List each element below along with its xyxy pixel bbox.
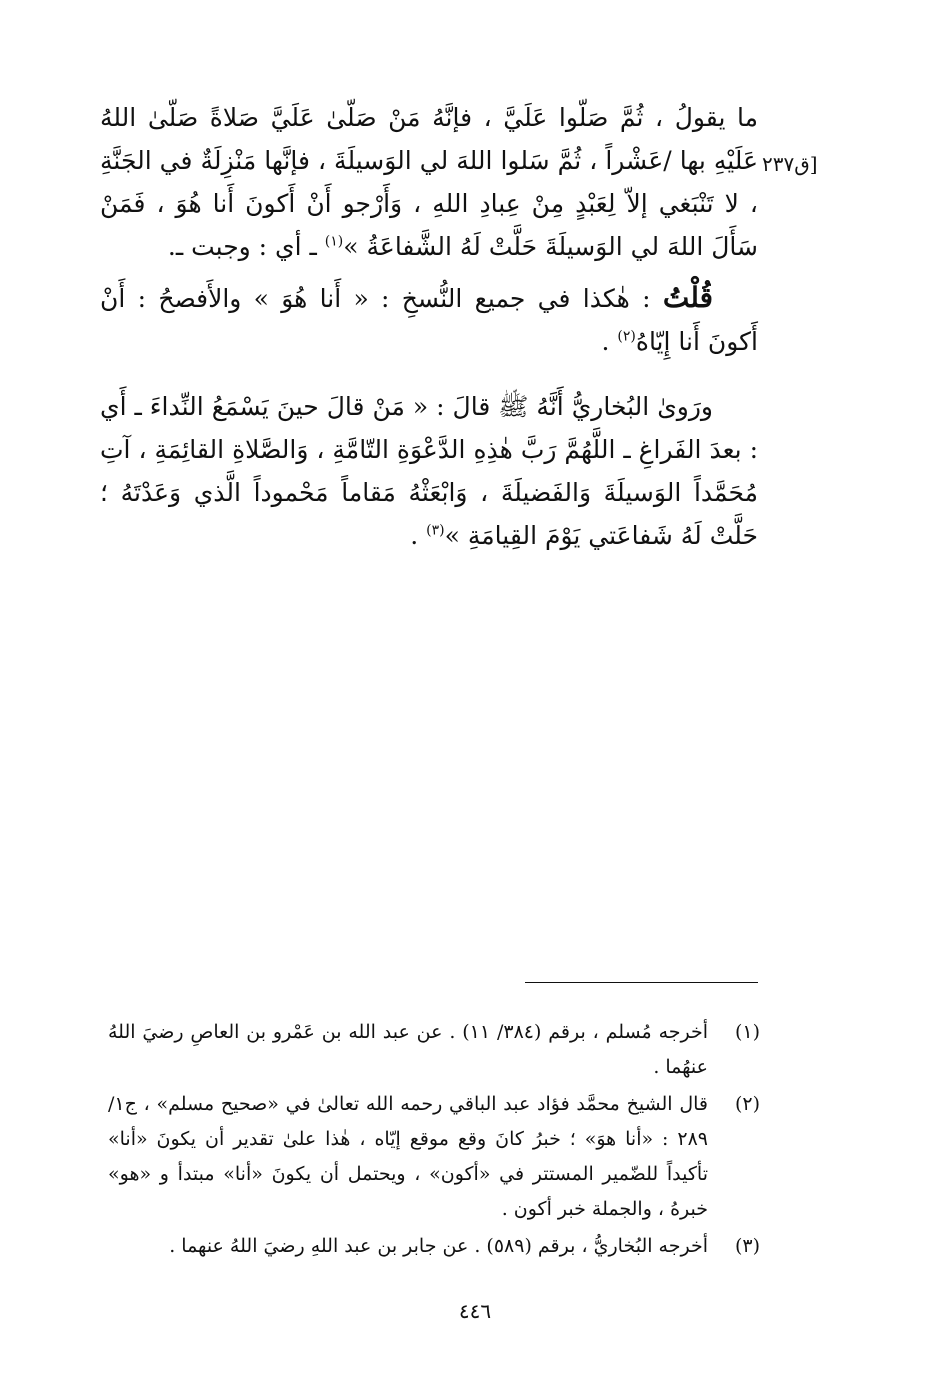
footnote-separator xyxy=(525,982,758,983)
footnote-number: (٢) xyxy=(734,1093,760,1115)
paragraph-hadith-wasila xyxy=(100,96,758,268)
paragraph-note xyxy=(100,276,758,363)
main-text-body xyxy=(100,96,758,557)
manuscript-folio-reference: [ق٢٣٧ xyxy=(762,152,818,176)
footnote-text: أخرجه مُسلم ، برقم (٣٨٤/ ١١) . عن عبد الله بن عَمْرو بن العاصِ رضيَ اللهُ عنهُما . xyxy=(108,1021,709,1078)
footnote-item xyxy=(108,1087,760,1227)
paragraph-bukhari-hadith xyxy=(100,385,758,557)
paragraph-text: : هٰكذا في جميع النُّسخِ : « أَنا هُوَ » والأَفصحُ : أَنْ أَكونَ أَنا إِيّاهُ xyxy=(100,284,758,356)
paragraph-text: ما يقولُ ، ثُمَّ صَلّوا عَلَيَّ ، فإنَّهُ مَنْ صَلّىٰ عَلَيَّ صَلاةً صَلّىٰ اللهُ عَلَيْهِ بها /عَشْراً ، ثُمَّ سَلوا اللهَ لي الوَسيلَةَ ، فإنَّها مَنْزِلَةٌ في الجَنَّةِ ، لا تَنْبَغي إلاّ لِعَبْدٍ مِنْ عِبادِ اللهِ ، وَأَرْجو أَنْ أَكونَ أَنا هُوَ ، فَمَنْ سَأَلَ اللهَ لي الوَسيلَةَ حَلَّتْ لَهُ الشَّفاعَةُ » xyxy=(100,103,758,261)
paragraph-text-end: ـ أي : وجبت ـ. xyxy=(167,232,325,261)
paragraph-text-end: . xyxy=(410,521,427,550)
footnote-item xyxy=(108,1229,760,1264)
footnote-ref-3[interactable]: (٣) xyxy=(426,522,445,539)
paragraph-text-end: . xyxy=(601,327,618,356)
footnote-ref-2[interactable]: (٢) xyxy=(617,328,636,345)
footnote-number: (١) xyxy=(734,1021,760,1043)
footnotes xyxy=(108,1015,760,1266)
footnote-text: أخرجه البُخاريُّ ، برقم (٥٨٩) . عن جابر بن عبد اللهِ رضيَ اللهُ عنهما . xyxy=(169,1235,708,1257)
paragraph-text: ورَوىٰ البُخاريُّ أَنَّهُ ﷺ قالَ : « مَنْ قالَ حينَ يَسْمَعُ النِّداءَ ـ أَي : بعدَ الفَراغِ ـ اللَّهُمَّ رَبَّ هٰذِهِ الدَّعْوَةِ التّامَّةِ ، وَالصَّلاةِ القائِمَةِ ، آتِ مُحَمَّداً الوَسيلَةَ وَالفَضيلَةَ ، وَابْعَثْهُ مَقاماً مَحْموداً الَّذي وَعَدْتَهُ ؛ حَلَّتْ لَهُ شَفاعَتي يَوْمَ القِيامَةِ » xyxy=(100,392,758,550)
qult-heading: قُلْتُ xyxy=(662,281,713,314)
footnote-text: قال الشيخ محمَّد فؤاد عبد الباقي رحمه الله تعالىٰ في «صحيح مسلم» ، ج١/ ٢٨٩ : «أنا هوَ» ؛ خبرُ كانَ وقع موقع إيّاه ، هٰذا علىٰ تقدير أن يكونَ «أنا» تأكيداً للضّمير المستتر في «أكون» ، ويحتمل أن يكونَ «أنا» مبتدأ و «هو» خبرهُ ، والجملة خبر أكون . xyxy=(108,1093,708,1220)
footnote-number: (٣) xyxy=(734,1235,760,1257)
page-number: ٤٤٦ xyxy=(458,1299,492,1323)
footnote-item xyxy=(108,1015,760,1085)
footnote-ref-1[interactable]: (١) xyxy=(324,233,344,250)
